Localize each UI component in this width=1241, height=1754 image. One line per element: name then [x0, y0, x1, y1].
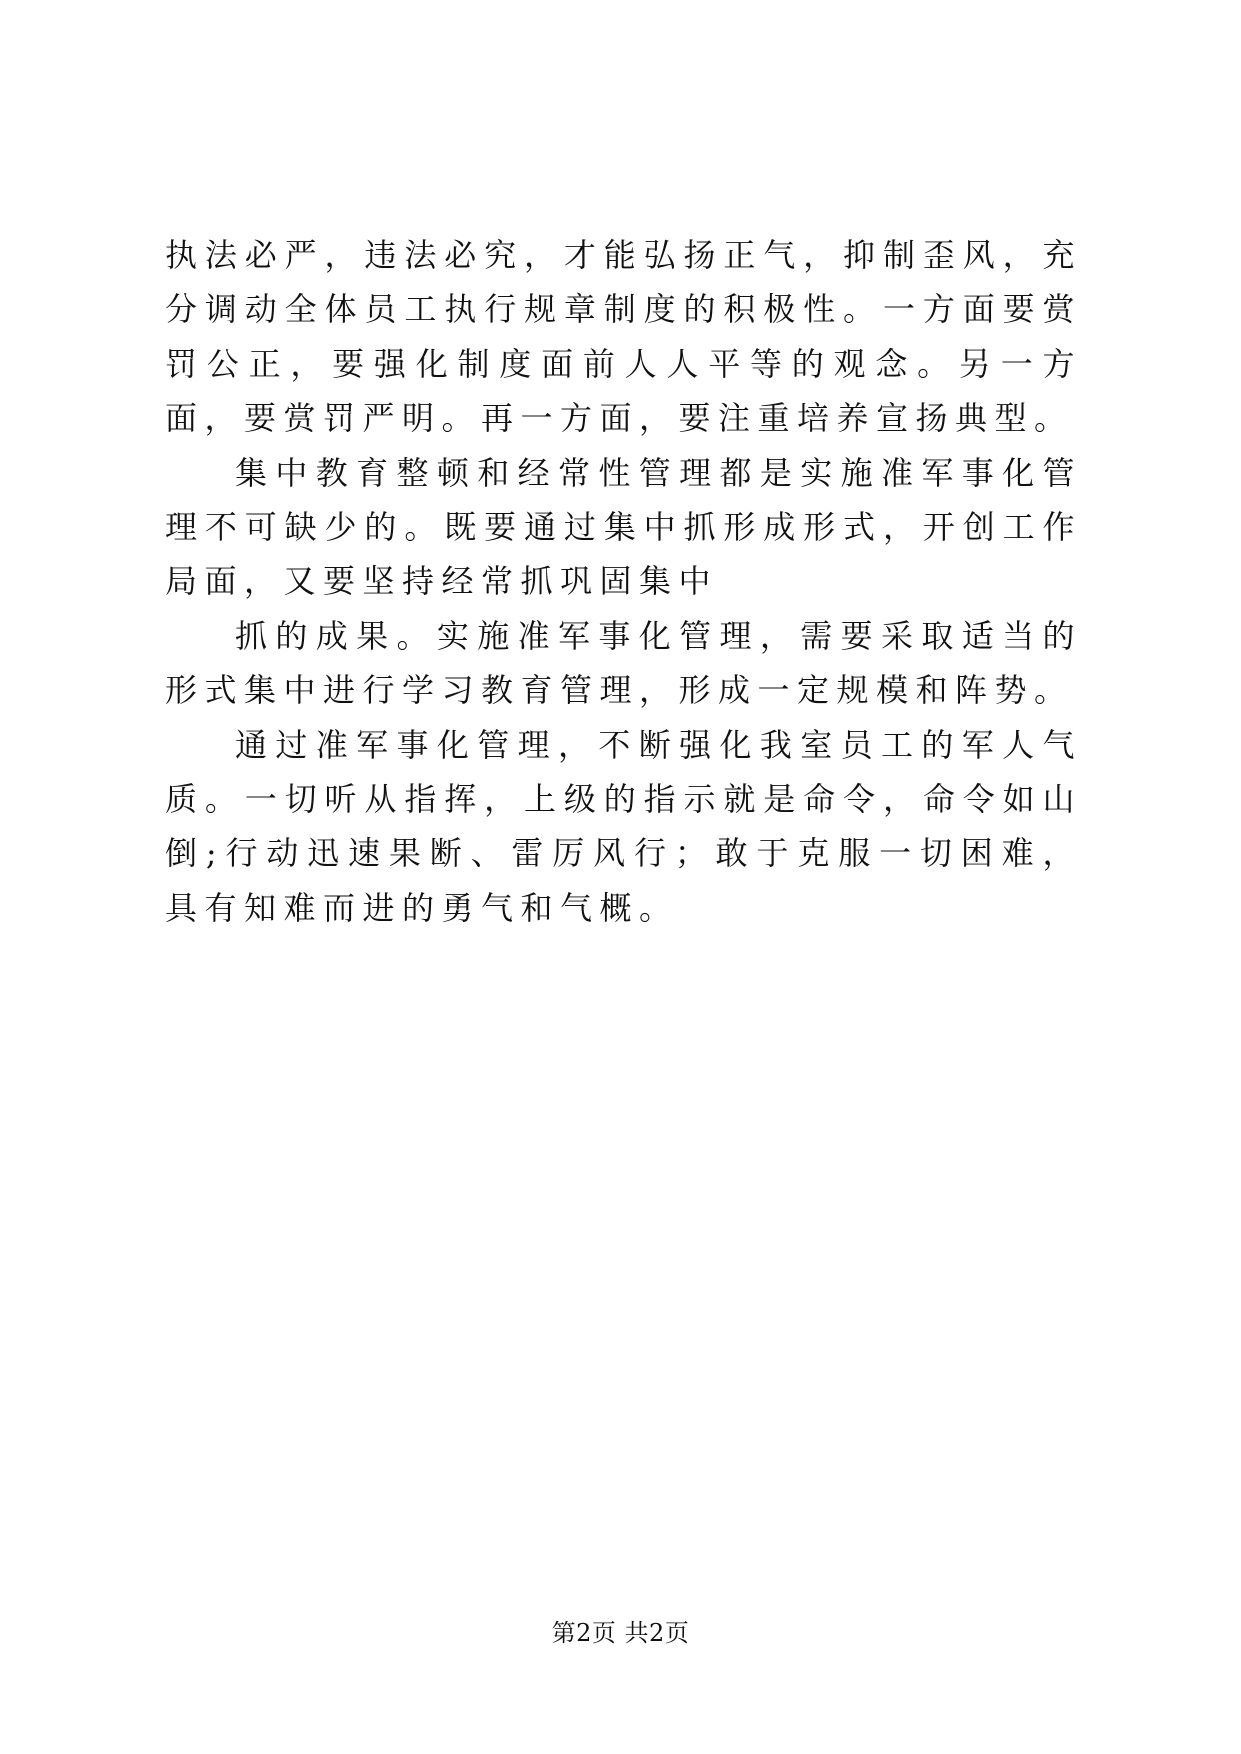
paragraph: 通过准军事化管理，不断强化我室员工的军人气质。一切听从指挥，上级的指示就是命令，命令如山倒;行动迅速果断、雷厉风行；敢于克服一切困难，具有知难而进的勇气和气概。: [165, 725, 1082, 927]
paragraph: 抓的成果。实施准军事化管理，需要采取适当的形式集中进行学习教育管理，形成一定规模和阵势。: [165, 616, 1082, 710]
paragraph-continued: 执法必严，违法必究，才能弘扬正气，抑制歪风，充分调动全体员工执行规章制度的积极性。一方面要赏罚公正，要强化制度面前人人平等的观念。另一方面，要赏罚严明。再一方面，要注重培养宣扬典型。: [165, 236, 1082, 438]
document-body: [165, 228, 1082, 935]
page-footer: 第2页 共2页: [551, 1619, 690, 1647]
paragraph: 集中教育整顿和经常性管理都是实施准军事化管理不可缺少的。既要通过集中抓形成形式，开创工作局面，又要坚持经常抓巩固集中: [165, 453, 1082, 601]
